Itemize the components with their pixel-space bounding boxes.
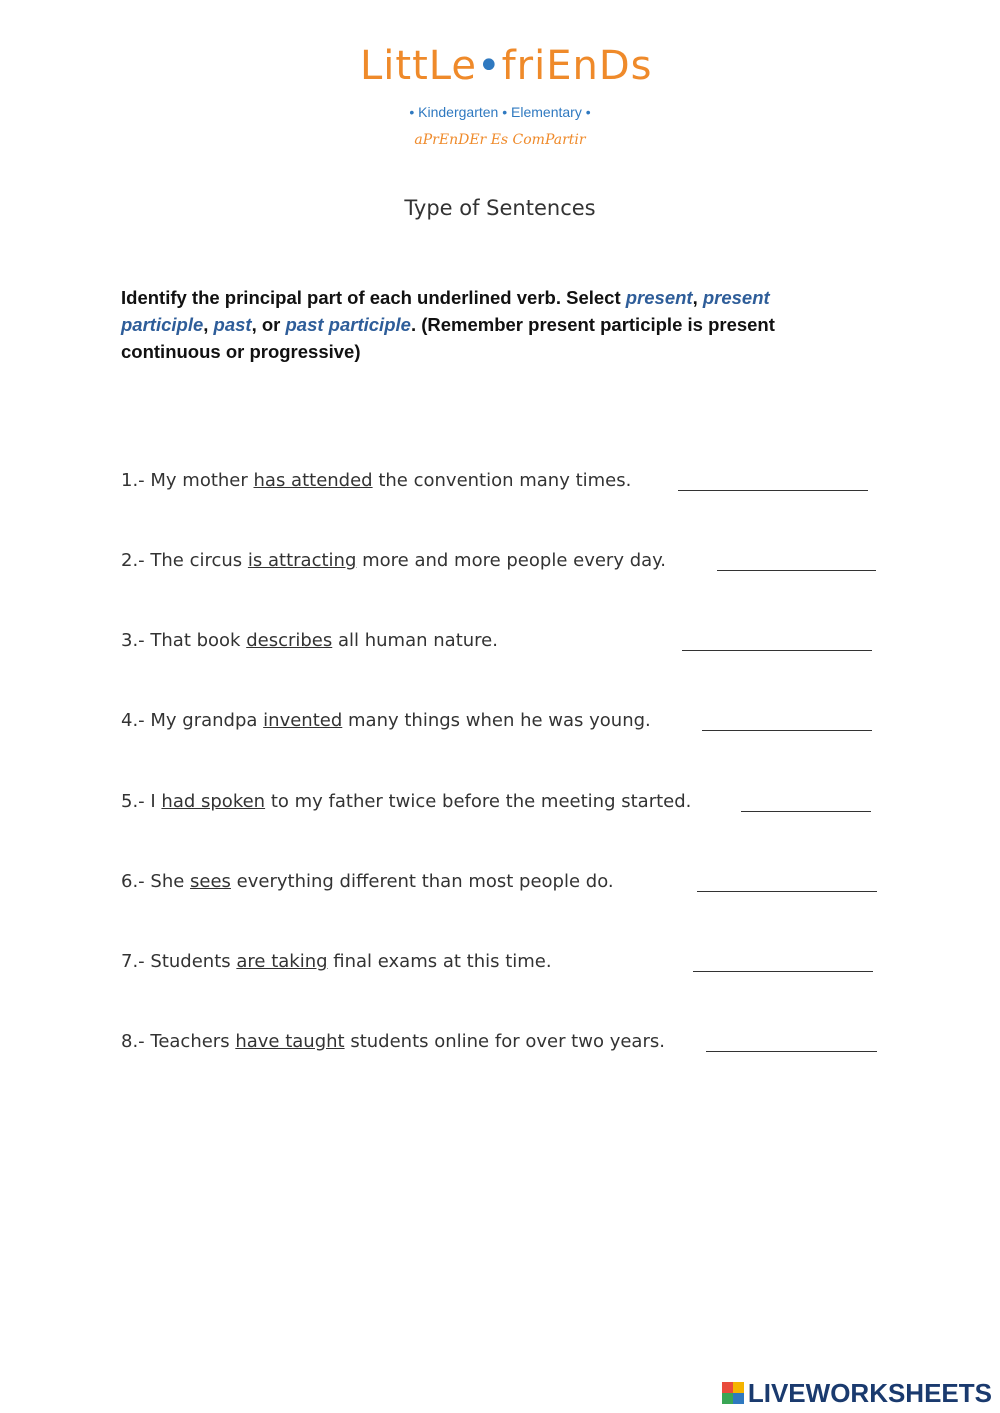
underlined-verb: are taking (236, 951, 328, 972)
logo-tagline: aPrEnDEr Es ComPartir (414, 132, 586, 148)
option-present: present (625, 287, 693, 308)
question-3 (121, 630, 881, 651)
sentence-start: 5.- I (121, 791, 162, 812)
logo-square (722, 1382, 733, 1393)
sentence-start: 7.- Students (121, 951, 237, 972)
sentence-end: students online for over two years. (344, 1031, 665, 1052)
instructions-tail: . (Remember present participle is present continuous or progressive) (121, 314, 775, 362)
logo-name (360, 36, 653, 96)
answer-blank[interactable] (706, 1031, 877, 1052)
logo-name-part2: friEnDs (501, 43, 653, 89)
separator: , (692, 287, 703, 308)
question-4 (121, 710, 881, 731)
underlined-verb: had spoken (161, 791, 266, 812)
question-5 (121, 791, 881, 812)
sentence-end: final exams at this time. (327, 951, 552, 972)
sentence-end: all human nature. (332, 630, 498, 651)
liveworksheets-logo-icon (722, 1382, 744, 1404)
option-present-participle: present participle (121, 287, 770, 335)
underlined-verb: have taught (235, 1031, 345, 1052)
sentence-start: 6.- She (121, 871, 191, 892)
logo-subtitle: • Kindergarten • Elementary • (409, 104, 591, 120)
answer-blank[interactable] (717, 550, 876, 571)
answer-blank[interactable] (682, 630, 872, 651)
instructions (121, 284, 861, 365)
logo-dot-icon: • (476, 43, 502, 89)
instructions-lead: Identify the principal part of each underlined verb. Select (121, 287, 626, 308)
question-8 (121, 1031, 881, 1052)
sentence-end: to my father twice before the meeting started. (265, 791, 692, 812)
sentence-end: many things when he was young. (342, 710, 651, 731)
answer-blank[interactable] (697, 871, 877, 892)
question-7 (121, 951, 881, 972)
underlined-verb: invented (263, 710, 343, 731)
sentence-end: everything different than most people do. (230, 871, 614, 892)
answer-blank[interactable] (678, 470, 868, 491)
brand-name: LIVEWORKSHEETS (747, 1377, 992, 1408)
answer-blank[interactable] (693, 951, 873, 972)
sentence-start: 1.- My mother (121, 470, 254, 491)
sentence-end: more and more people every day. (356, 550, 666, 571)
underlined-verb: sees (190, 871, 231, 892)
option-past-participle: past participle (285, 314, 411, 335)
logo-name-part1: LittLe (360, 43, 477, 89)
school-logo (360, 36, 653, 160)
underlined-verb: has attended (253, 470, 373, 491)
option-past: past (213, 314, 252, 335)
liveworksheets-brand (722, 1376, 992, 1410)
logo-square (722, 1393, 733, 1404)
sentence-start: 4.- My grandpa (121, 710, 264, 731)
logo-square (733, 1382, 744, 1393)
question-6 (121, 871, 881, 892)
question-1 (121, 470, 881, 491)
sentence-start: 3.- That book (121, 630, 247, 651)
question-2 (121, 550, 881, 571)
answer-blank[interactable] (702, 710, 872, 731)
logo-square (733, 1393, 744, 1404)
page-title: Type of Sentences (404, 196, 596, 220)
answer-blank[interactable] (741, 791, 871, 812)
underlined-verb: is attracting (247, 550, 357, 571)
separator: , or (251, 314, 286, 335)
sentence-end: the convention many times. (372, 470, 632, 491)
sentence-start: 2.- The circus (121, 550, 248, 571)
separator: , (203, 314, 214, 335)
sentence-start: 8.- Teachers (121, 1031, 236, 1052)
underlined-verb: describes (246, 630, 333, 651)
